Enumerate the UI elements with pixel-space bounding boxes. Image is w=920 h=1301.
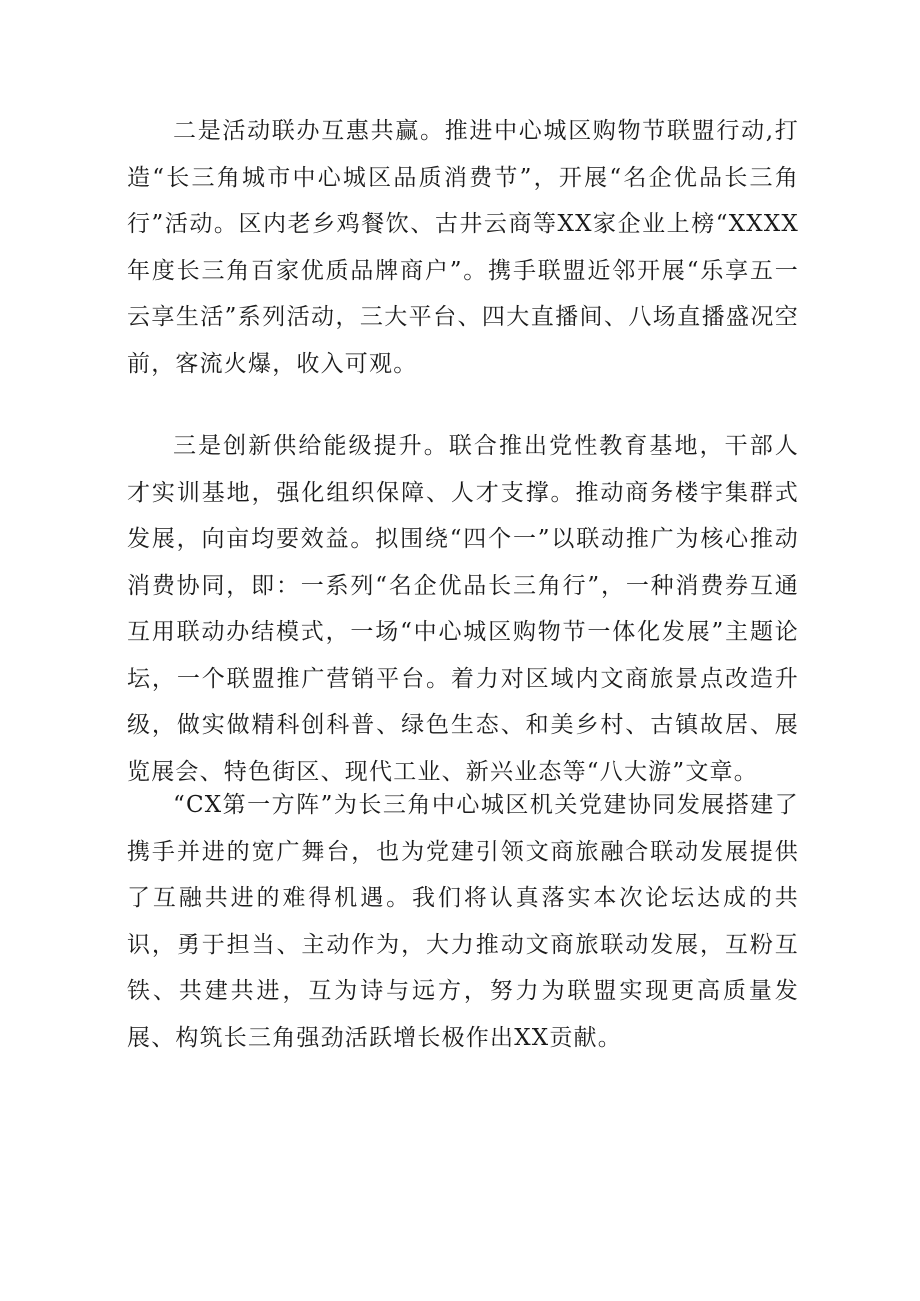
paragraph-innovation-supply: 三是创新供给能级提升。联合推出党性教育基地，干部人才实训基地，强化组织保障、人才支撑。推动商务楼宇集群式发展，向亩均要效益。拟围绕“四个一”以联动推广为核心推动消费协同，即：一系列“名企优品长三角行”，一种消费券互通互用联动办结模式，一场“中心城区购物节一体化发展”主题论坛，一个联盟推广营销平台。着力对区域内文商旅景点改造升级，做实做精科创科普、绿色生态、和美乡村、古镇故居、展览展会、特色街区、现代工业、新兴业态等“八大游”文章。	[127, 433, 799, 785]
paragraph-activity-cooperation: 二是活动联办互惠共赢。推进中心城区购物节联盟行动,打造“长三角城市中心城区品质消费节”，开展“名企优品长三角行”活动。区内老乡鸡餐饮、古井云商等XX家企业上榜“XXXX年度长三角百家优质品牌商户”。携手联盟近邻开展“乐享五一云享生活”系列活动，三大平台、四大直播间、八场直播盛况空前，客流火爆，收入可观。	[127, 118, 799, 377]
paragraph-closing-remarks: “CX第一方阵”为长三角中心城区机关党建协同发展搭建了携手并进的宽广舞台，也为党建引领文商旅融合联动发展提供了互融共进的难得机遇。我们将认真落实本次论坛达成的共识，勇于担当、主动作为，大力推动文商旅联动发展，互粉互铁、共建共进，互为诗与远方，努力为联盟实现更高质量发展、构筑长三角强劲活跃增长极作出XX贡献。	[127, 792, 799, 1051]
